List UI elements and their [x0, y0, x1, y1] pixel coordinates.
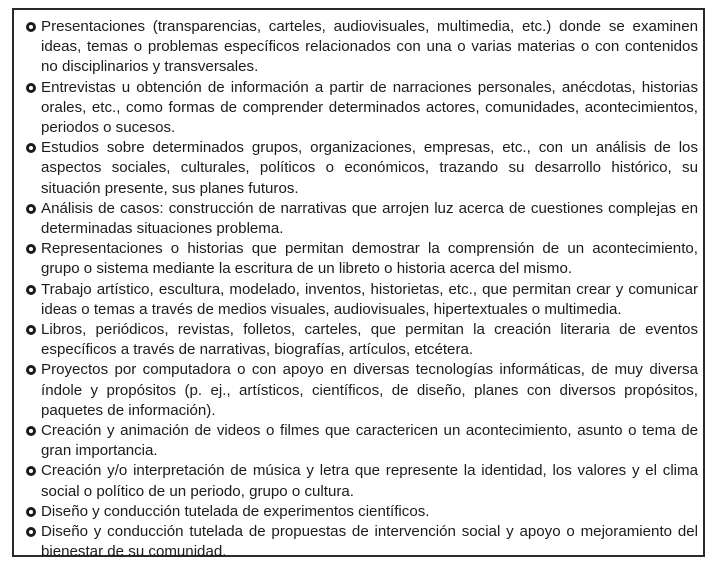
list-item-text: Creación y animación de videos o filmes que caractericen un acontecimiento, asunto o tema de gran importancia.	[41, 422, 698, 460]
list-item-text: Estudios sobre determinados grupos, organizaciones, empresas, etc., con un análisis de los aspectos sociales, culturales, políticos o económicos, trazando su desarrollo histórico, su situación presente, sus planes futuros.	[41, 139, 698, 197]
list-item	[26, 138, 698, 199]
bullet-icon	[26, 507, 36, 517]
list-item-text: Diseño y conducción tutelada de propuestas de intervención social y apoyo o mejoramiento del bienestar de su comunidad.	[41, 523, 698, 561]
list-item	[26, 461, 698, 501]
list-item-text: Trabajo artístico, escultura, modelado, inventos, historietas, etc., que permitan crear y comunicar ideas o temas a través de medios visuales, audiovisuales, hipertextuales o multimedia.	[41, 280, 698, 318]
list-item-text: Libros, periódicos, revistas, folletos, carteles, que permitan la creación literaria de eventos específicos a través de narrativas, biografías, artículos, etcétera.	[41, 321, 698, 359]
list-item-text: Proyectos por computadora o con apoyo en diversas tecnologías informáticas, de muy diversa índole y propósitos (p. ej., artísticos, científicos, de diseño, planes con diversos propósitos, paquetes de información).	[41, 361, 698, 419]
list-item	[26, 320, 698, 360]
bullet-icon	[26, 527, 36, 537]
list-item	[26, 239, 698, 279]
list-item	[26, 17, 698, 78]
bullet-icon	[26, 285, 36, 295]
bullet-list	[26, 17, 698, 562]
list-item-text: Creación y/o interpretación de música y letra que represente la identidad, los valores y el clima social o político de un periodo, grupo o cultura.	[41, 462, 698, 500]
list-item	[26, 199, 698, 239]
bullet-icon	[26, 325, 36, 335]
bullet-icon	[26, 365, 36, 375]
list-item-text: Representaciones o historias que permitan demostrar la comprensión de un acontecimiento, grupo o sistema mediante la escritura de un libreto o historia acerca del mismo.	[41, 240, 698, 278]
list-item	[26, 502, 698, 522]
list-item	[26, 360, 698, 421]
bullet-icon	[26, 204, 36, 214]
bullet-icon	[26, 466, 36, 476]
list-item	[26, 522, 698, 562]
bullet-icon	[26, 244, 36, 254]
bullet-icon	[26, 22, 36, 32]
bullet-icon	[26, 83, 36, 93]
bullet-icon	[26, 426, 36, 436]
bullet-icon	[26, 143, 36, 153]
list-item	[26, 421, 698, 461]
list-item	[26, 78, 698, 139]
list-item	[26, 280, 698, 320]
list-item-text: Presentaciones (transparencias, carteles, audiovisuales, multimedia, etc.) donde se examinen ideas, temas o problemas específicos relacionados con una o varias materias o con contenidos no disciplinarios y transversales.	[41, 18, 698, 76]
content-box	[12, 8, 705, 561]
list-item-text: Entrevistas u obtención de información a partir de narraciones personales, anécdotas, historias orales, etc., como formas de comprender determinados actores, comunidades, acontecimientos, periodos o sucesos.	[41, 78, 698, 137]
list-item-text: Diseño y conducción tutelada de experimentos científicos.	[41, 502, 430, 520]
list-item-text: Análisis de casos: construcción de narrativas que arrojen luz acerca de cuestiones complejas en determinadas situaciones problema.	[41, 199, 698, 238]
